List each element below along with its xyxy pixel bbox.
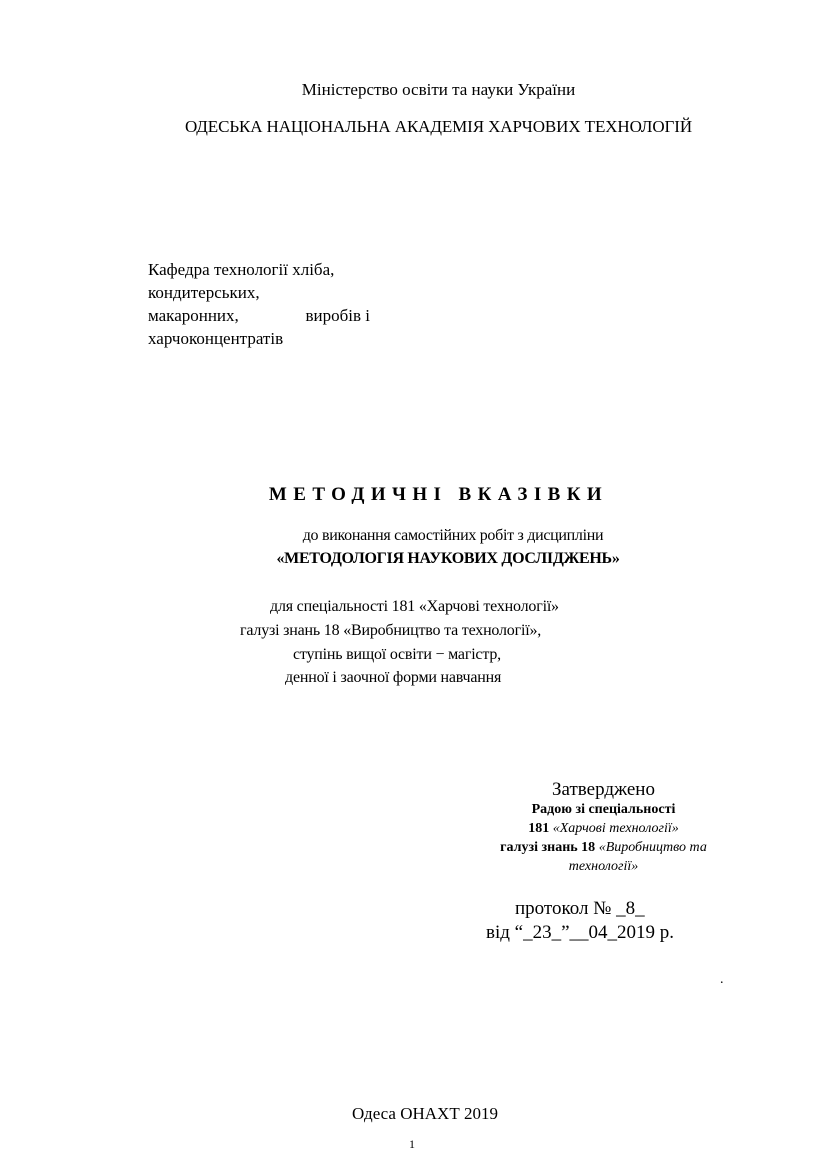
document-subtitle: до виконання самостійних робіт з дисципліни bbox=[302, 527, 604, 544]
stray-dot: . bbox=[720, 972, 724, 987]
council-line-1: Радою зі спеціальності bbox=[531, 802, 676, 817]
council-line-3 bbox=[460, 840, 747, 856]
council-specialty: «Харчові технології» bbox=[552, 821, 679, 836]
department-line-3b: виробів і bbox=[305, 306, 370, 325]
field-label: галузі знань 18 bbox=[500, 840, 596, 855]
department-line-2: кондитерських, bbox=[148, 283, 260, 302]
page-number: 1 bbox=[409, 1137, 415, 1151]
city-year: Одеса ОНАХТ 2019 bbox=[352, 1104, 498, 1123]
department-line-4: харчоконцентратів bbox=[148, 329, 284, 348]
specialty-line-2: галузі знань 18 «Виробництво та технології», bbox=[240, 622, 542, 639]
date-day: _23_ bbox=[523, 922, 562, 943]
department-line-3a: макаронних, bbox=[148, 306, 239, 325]
council-line-2 bbox=[490, 821, 717, 837]
approval-heading: Затверджено bbox=[552, 779, 655, 800]
department-block bbox=[148, 258, 370, 350]
date-mid: ” bbox=[561, 922, 570, 943]
document-title: МЕТОДИЧНІ ВКАЗІВКИ bbox=[268, 484, 609, 505]
specialty-line-4: денної і заочної форми навчання bbox=[285, 669, 502, 686]
field-name-a: «Виробництво та bbox=[598, 840, 707, 855]
protocol-number: _8_ bbox=[616, 898, 645, 919]
protocol-date bbox=[486, 922, 674, 944]
date-month: __04_ bbox=[569, 922, 618, 943]
ministry-line: Міністерство освіти та науки України bbox=[301, 80, 576, 99]
date-prefix: від “ bbox=[486, 922, 524, 943]
department-line-3 bbox=[148, 304, 370, 327]
protocol-label: протокол № bbox=[515, 898, 612, 919]
protocol-line bbox=[515, 898, 645, 920]
specialty-line-3: ступінь вищої освіти − магістр, bbox=[293, 646, 501, 663]
academy-name: ОДЕСЬКА НАЦІОНАЛЬНА АКАДЕМІЯ ХАРЧОВИХ ТЕХНОЛОГІЙ bbox=[184, 117, 693, 136]
council-number: 181 bbox=[528, 821, 550, 836]
field-name-b: технології» bbox=[568, 859, 639, 874]
date-year: 2019 р. bbox=[617, 922, 675, 943]
discipline-name: «МЕТОДОЛОГІЯ НАУКОВИХ ДОСЛІДЖЕНЬ» bbox=[276, 550, 620, 567]
specialty-line-1: для спеціальності 181 «Харчові технології» bbox=[270, 598, 559, 615]
department-line-1: Кафедра технології хліба, bbox=[148, 260, 335, 279]
